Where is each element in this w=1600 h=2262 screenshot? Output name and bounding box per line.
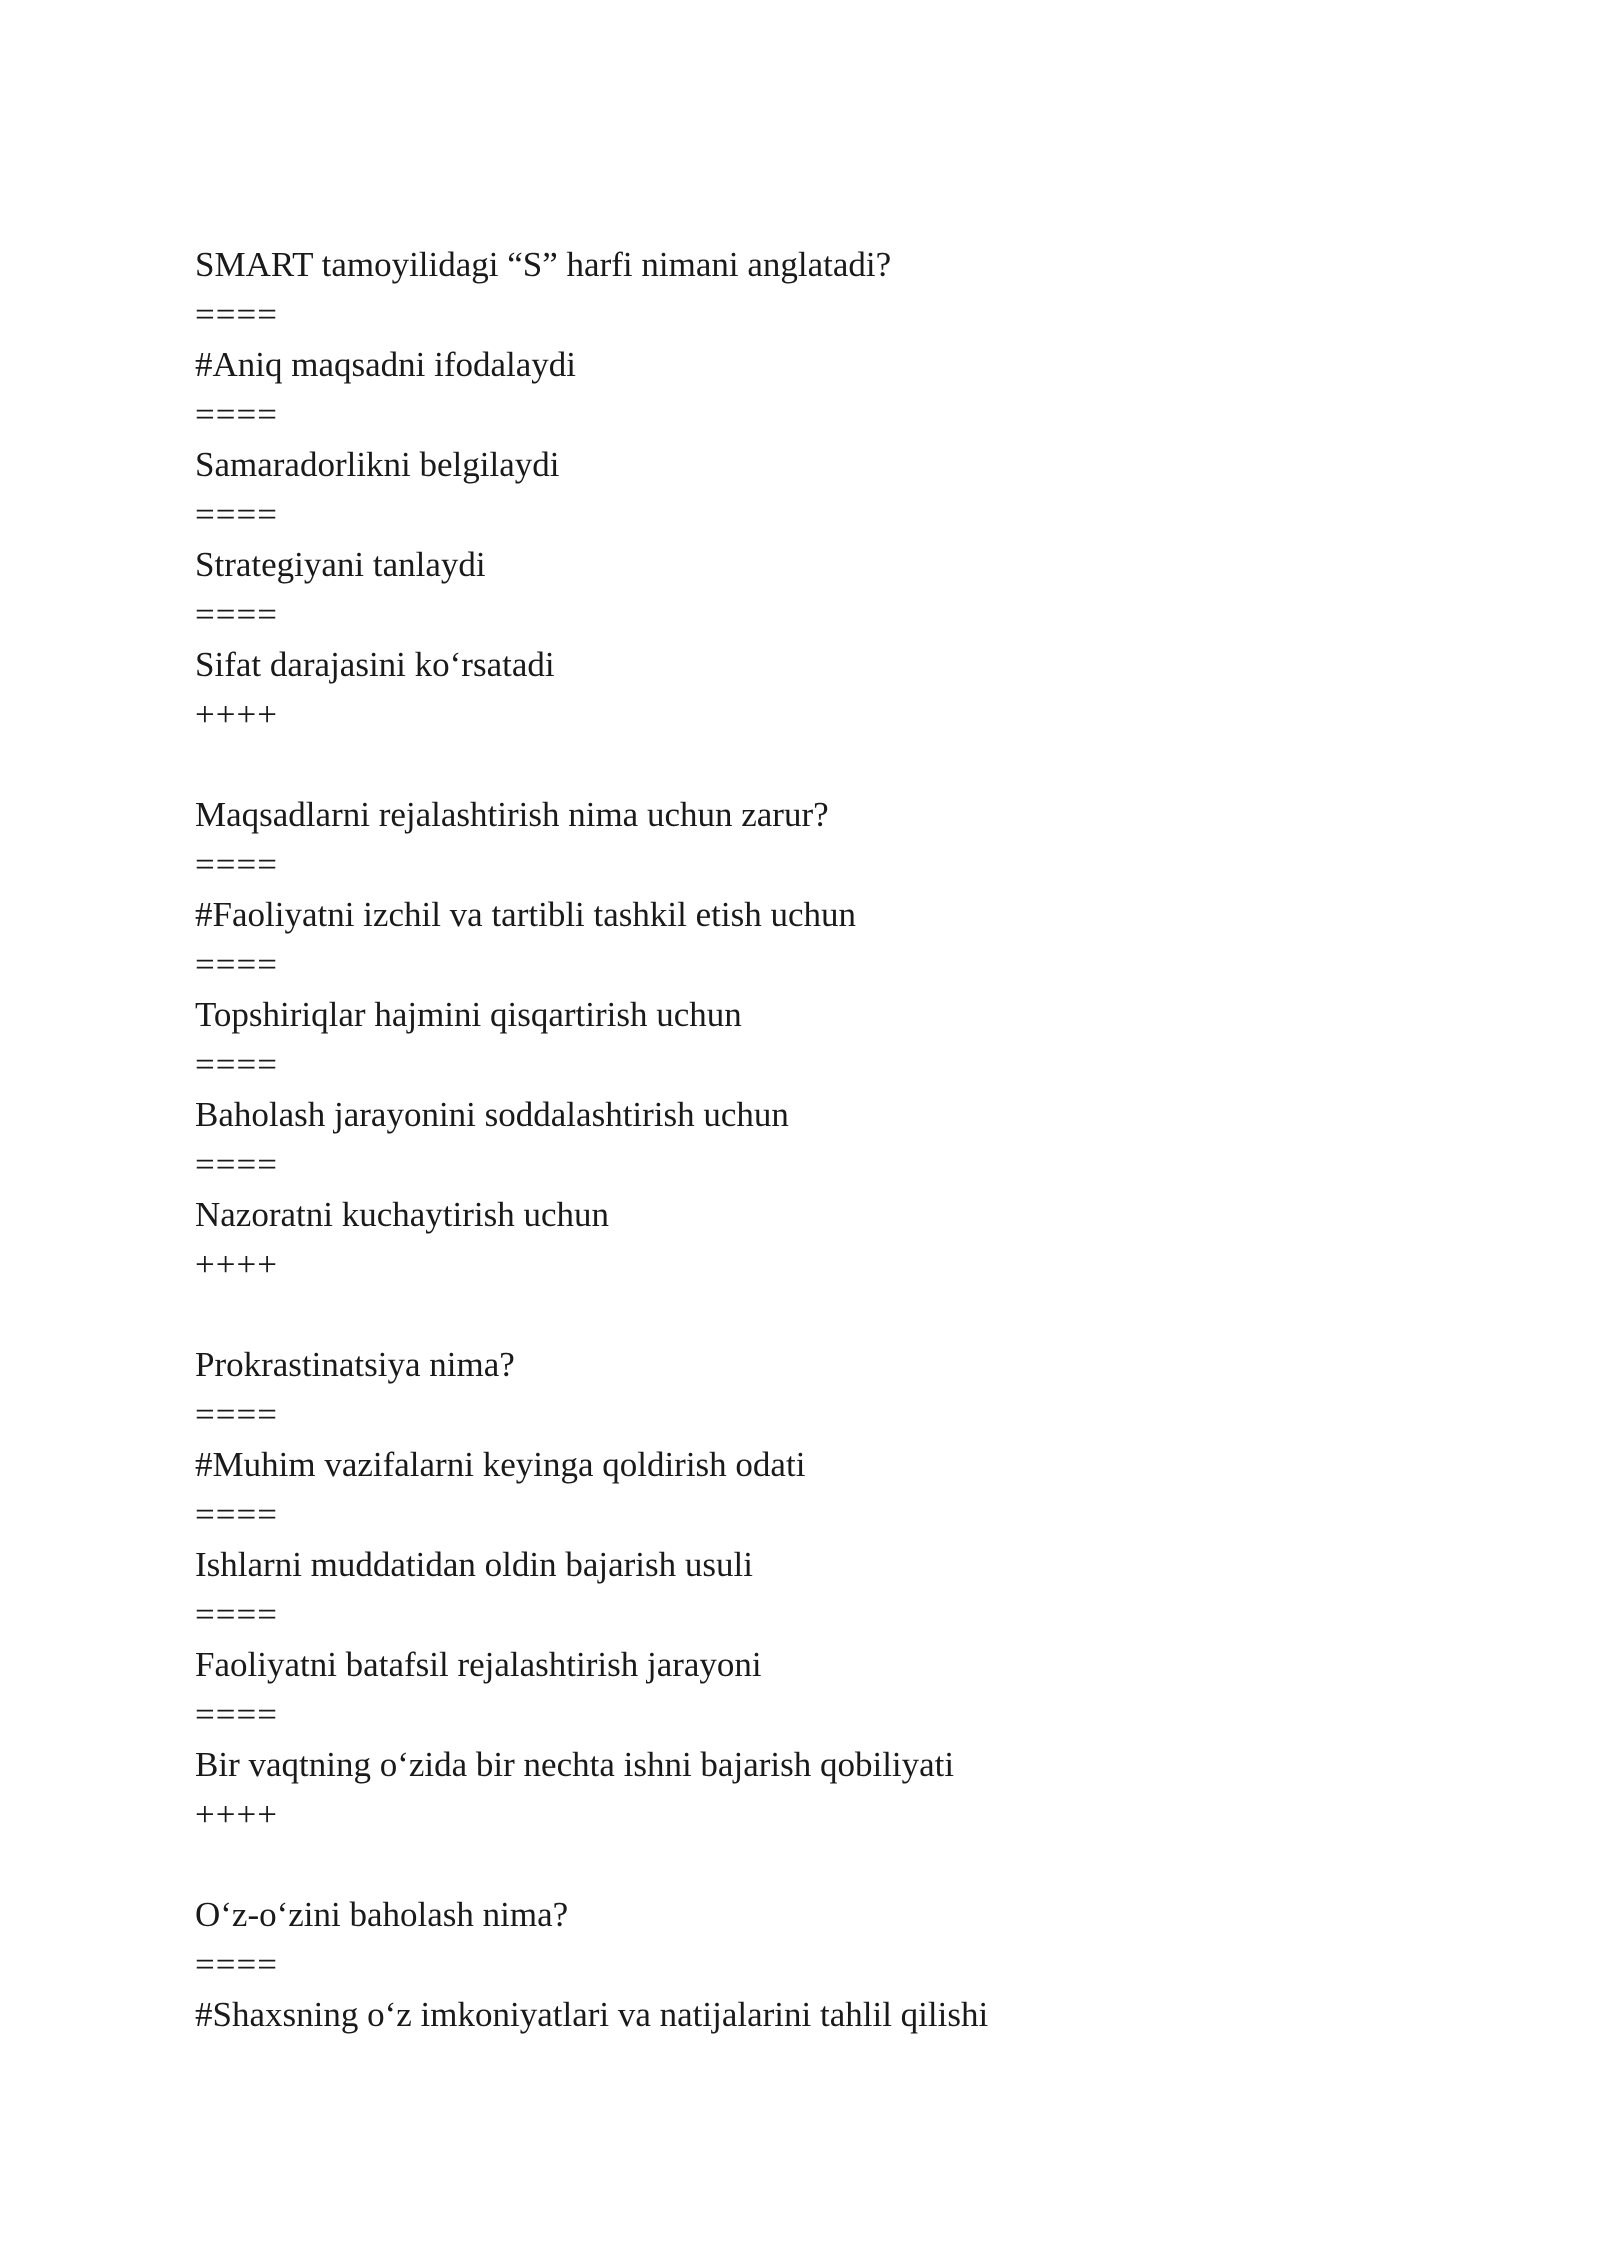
answer-option-correct: #Shaxsning oʻz imkoniyatlari va natijalarini tahlil qilishi xyxy=(195,1995,989,2034)
answer-option-correct: #Aniq maqsadni ifodalaydi xyxy=(195,345,577,384)
separator: ==== xyxy=(195,1045,278,1084)
answer-option: Faoliyatni batafsil rejalashtirish jarayoni xyxy=(195,1645,762,1684)
block-gap xyxy=(195,740,1495,790)
answer-option-correct: #Faoliyatni izchil va tartibli tashkil etish uchun xyxy=(195,895,856,934)
question-text: Oʻz-oʻzini baholash nima? xyxy=(195,1895,569,1934)
answer-option: Baholash jarayonini soddalashtirish uchun xyxy=(195,1095,789,1134)
separator: ==== xyxy=(195,1395,278,1434)
question-block-4 xyxy=(195,1890,1495,2040)
question-text: SMART tamoyilidagi “S” harfi nimani anglatadi? xyxy=(195,245,892,284)
answer-option: Sifat darajasini koʻrsatadi xyxy=(195,645,555,684)
answer-option: Nazoratni kuchaytirish uchun xyxy=(195,1195,610,1234)
block-gap xyxy=(195,1840,1495,1890)
separator: ==== xyxy=(195,1495,278,1534)
question-text: Prokrastinatsiya nima? xyxy=(195,1345,515,1384)
separator: ==== xyxy=(195,945,278,984)
question-text: Maqsadlarni rejalashtirish nima uchun zarur? xyxy=(195,795,829,834)
separator: ==== xyxy=(195,1145,278,1184)
answer-option: Bir vaqtning oʻzida bir nechta ishni bajarish qobiliyati xyxy=(195,1745,955,1784)
separator: ==== xyxy=(195,1595,278,1634)
end-marker: ++++ xyxy=(195,695,278,734)
separator: ==== xyxy=(195,845,278,884)
question-block-2 xyxy=(195,790,1495,1290)
separator: ==== xyxy=(195,1695,278,1734)
separator: ==== xyxy=(195,395,278,434)
end-marker: ++++ xyxy=(195,1245,278,1284)
separator: ==== xyxy=(195,495,278,534)
block-gap xyxy=(195,1290,1495,1340)
document-content xyxy=(195,240,1495,2040)
separator: ==== xyxy=(195,1945,278,1984)
question-block-1 xyxy=(195,240,1495,740)
answer-option: Ishlarni muddatidan oldin bajarish usuli xyxy=(195,1545,753,1584)
answer-option: Strategiyani tanlaydi xyxy=(195,545,486,584)
question-block-3 xyxy=(195,1340,1495,1840)
end-marker: ++++ xyxy=(195,1795,278,1834)
answer-option: Topshiriqlar hajmini qisqartirish uchun xyxy=(195,995,742,1034)
answer-option: Samaradorlikni belgilaydi xyxy=(195,445,560,484)
separator: ==== xyxy=(195,595,278,634)
answer-option-correct: #Muhim vazifalarni keyinga qoldirish odati xyxy=(195,1445,806,1484)
separator: ==== xyxy=(195,295,278,334)
